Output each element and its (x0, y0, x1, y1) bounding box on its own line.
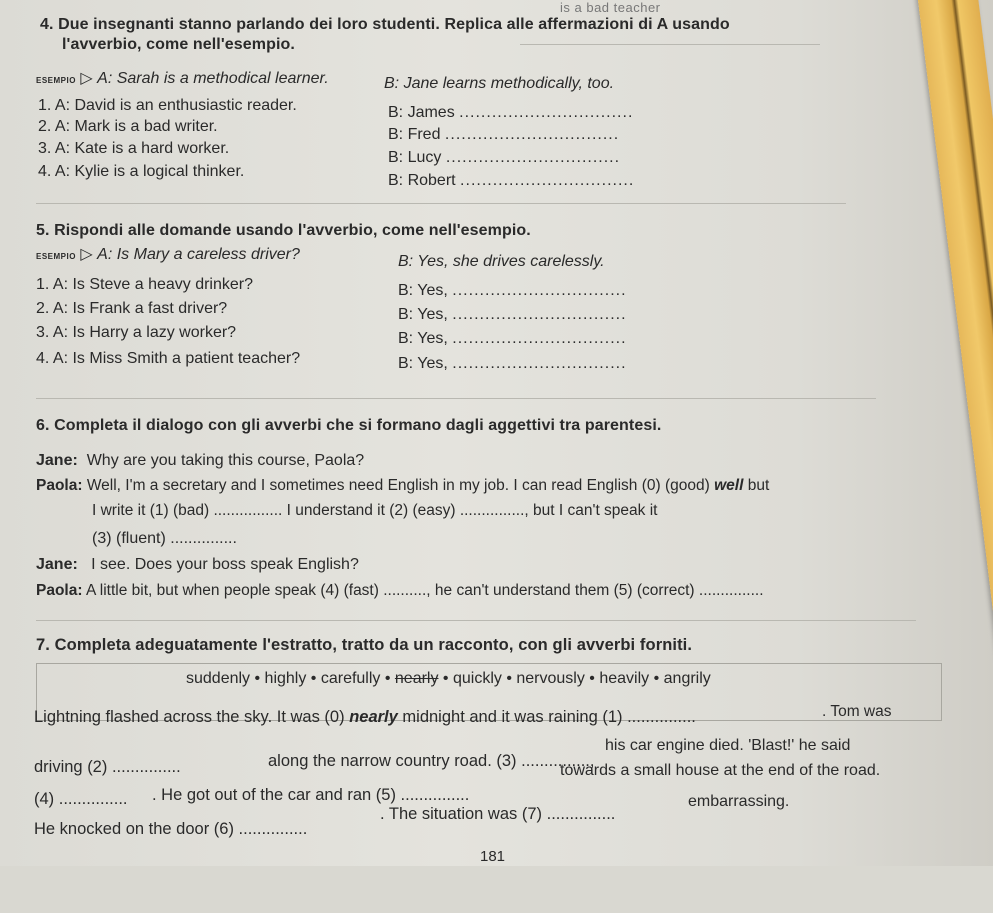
answer-blank[interactable]: ................................ (460, 172, 635, 189)
ex7-answer-example: nearly (349, 708, 398, 726)
answer-blank[interactable]: A little bit, but when people speak (4) (fast) .........., (85, 582, 431, 599)
speaker-jane: Jane: (36, 452, 78, 469)
ex5-item-2-a: 2. A: Is Frank a fast driver? (36, 300, 228, 317)
ex6-answer-example: well (714, 477, 744, 494)
answer-blank[interactable]: ................................ (445, 149, 621, 166)
ex7-para-line-3c: towards a small house at the end of the road. (560, 762, 881, 779)
answer-blank[interactable]: I write it (1) (bad) ............... (92, 502, 279, 519)
ex7-para-line-1: Lightning flashed across the sky. It was (0) nearly midnight and it was raining (1) ............... (34, 708, 696, 726)
ex5-title: 5. Rispondi alle domande usando l'avverbio, come nell'esempio. (36, 222, 531, 239)
ex6-line-5: Jane: I see. Does your boss speak English? (36, 556, 359, 573)
ex5-example-b: B: Yes, she drives carelessly. (398, 253, 605, 270)
ex6-title: 6. Completa il dialogo con gli avverbi che si formano dagli aggettivi tra parentesi. (36, 417, 662, 434)
section-divider (36, 398, 876, 399)
ex6-line-1: Jane: Why are you taking this course, Paola? (36, 452, 365, 469)
answer-blank[interactable]: ................................ (452, 330, 627, 347)
ex4-item-4-a: 4. A: Kylie is a logical thinker. (38, 163, 245, 180)
ex4-item-1-a: 1. A: David is an enthusiastic reader. (38, 97, 297, 114)
ex5-item-1-a: 1. A: Is Steve a heavy drinker? (36, 276, 254, 293)
ex4-item-3-a: 3. A: Kate is a hard worker. (38, 140, 230, 157)
answer-blank[interactable]: ................................ (452, 306, 627, 323)
example-tag: ESEMPIO (36, 252, 76, 261)
example-arrow-icon: ▷ (80, 70, 93, 87)
ex4-item-3-b: B: Lucy ................................ (388, 149, 621, 166)
ex5-item-4-b: B: Yes, ................................ (398, 355, 627, 372)
ex4-example-b: B: Jane learns methodically, too. (384, 75, 615, 92)
ex5-item-3-a: 3. A: Is Harry a lazy worker? (36, 324, 237, 341)
ex4-item-1-b: B: James ................................ (388, 104, 634, 121)
ex7-para-line-4b[interactable]: . The situation was (7) ............... (380, 805, 616, 823)
ex4-title-line2: l'avverbio, come nell'esempio. (62, 36, 295, 53)
speaker-paola: Paola: (36, 477, 83, 494)
ex7-para-line-4c: embarrassing. (688, 793, 790, 810)
ex5-example-a: A: Is Mary a careless driver? (97, 246, 300, 263)
ex5-example (36, 244, 300, 264)
ex7-para-line-2b[interactable]: along the narrow country road. (3) ..............., (268, 752, 595, 770)
ex4-item-2-a: 2. A: Mark is a bad writer. (38, 118, 218, 135)
speaker-jane: Jane: (36, 556, 78, 573)
ex7-para-line-2c: his car engine died. 'Blast!' he said (605, 737, 851, 754)
ex7-para-line-3a[interactable]: (4) ............... (34, 790, 128, 808)
ex4-title-rule (520, 44, 820, 45)
struck-word: nearly (394, 670, 439, 687)
section-divider (36, 620, 916, 621)
top-cut-text: is a bad teacher (560, 0, 661, 15)
ex6-line-2: Paola: Well, I'm a secretary and I sometimes need English in my job. I can read English (0) (good) well but (36, 477, 770, 494)
answer-blank[interactable]: he can't understand them (5) (correct) ............... (434, 582, 764, 599)
ex4-item-4-b: B: Robert ................................ (388, 172, 635, 189)
ex4-example-a: A: Sarah is a methodical learner. (97, 70, 329, 87)
speaker-paola: Paola: (36, 582, 83, 599)
ex6-line-4[interactable]: (3) (fluent) ............... (92, 530, 237, 547)
answer-blank[interactable]: ................................ (452, 355, 627, 372)
ex7-para-line-1-end: . Tom was (822, 703, 892, 720)
ex5-item-1-b: B: Yes, ................................ (398, 282, 627, 299)
ex5-item-2-b: B: Yes, ................................ (398, 306, 627, 323)
answer-blank[interactable]: . I understand it (2) (easy) ..............., (278, 502, 529, 519)
answer-blank[interactable]: ................................ (444, 126, 620, 143)
ex7-title: 7. Completa adeguatamente l'estratto, tratto da un racconto, con gli avverbi forniti. (36, 636, 693, 654)
ex4-title: 4. Due insegnanti stanno parlando dei loro studenti. Replica alle affermazioni di A usando (40, 16, 730, 33)
ex5-item-4-a: 4. A: Is Miss Smith a patient teacher? (36, 350, 301, 367)
answer-blank[interactable]: ................................ (452, 282, 627, 299)
ex4-item-2-b: B: Fred ................................ (388, 126, 620, 143)
answer-blank[interactable]: midnight and it was raining (1) ............... (402, 708, 696, 726)
section-divider (36, 203, 846, 204)
ex5-item-3-b: B: Yes, ................................ (398, 330, 627, 347)
ex6-line-6 (36, 582, 764, 600)
ex7-para-line-3b[interactable]: . He got out of the car and ran (5) ............... (152, 786, 470, 804)
ex7-para-line-2a[interactable]: driving (2) ............... (34, 758, 181, 776)
ex6-line-3: I write it (1) (bad) ................ I understand it (2) (easy) ..............., but I can't speak it (92, 502, 658, 519)
example-arrow-icon: ▷ (80, 246, 93, 263)
ex4-example (36, 68, 329, 88)
pencil-decoration (913, 0, 993, 913)
ex7-word-list: suddenly • highly • carefully • nearly • quickly • nervously • heavily • angrily (186, 670, 711, 687)
example-tag: ESEMPIO (36, 76, 76, 85)
ex7-para-line-4a[interactable]: He knocked on the door (6) ............... (34, 820, 308, 838)
answer-blank[interactable]: ................................ (459, 104, 634, 121)
page-number: 181 (480, 848, 506, 865)
